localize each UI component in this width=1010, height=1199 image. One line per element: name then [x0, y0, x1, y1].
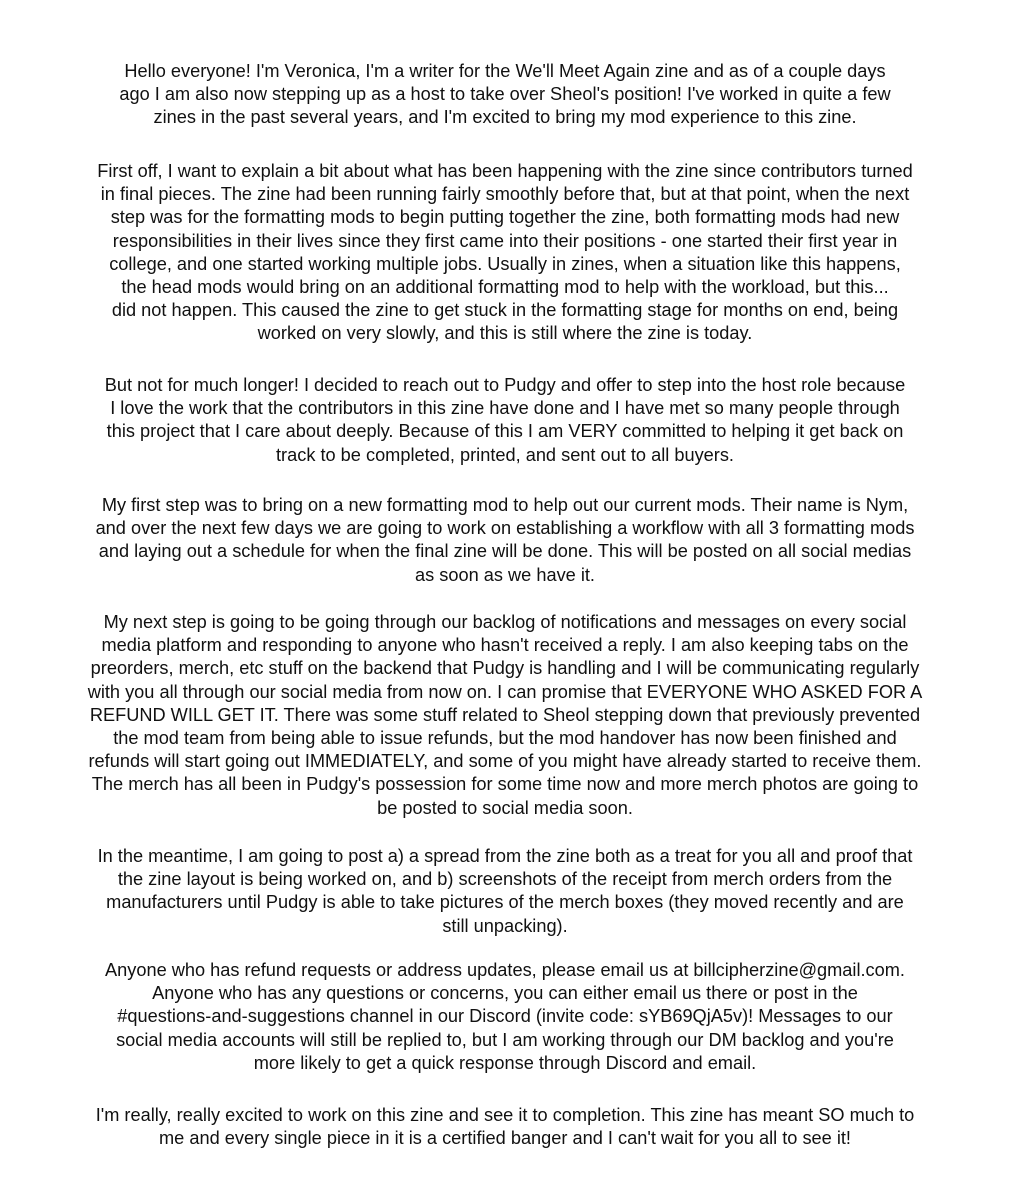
text-line: Anyone who has refund requests or address updates, please email us at billcipherzine@gmail.com. — [105, 960, 905, 980]
text-line: in final pieces. The zine had been running fairly smoothly before that, but at that point, when the next — [100, 184, 910, 205]
text-line: as soon as we have it. — [415, 564, 595, 585]
paragraph-next-step — [40, 611, 970, 820]
paragraph-first-step — [40, 494, 970, 587]
text-line: My next step is going to be going through our backlog of notifications and messages on every social — [103, 612, 907, 632]
text-line: still unpacking). — [442, 915, 568, 936]
paragraph-introduction — [40, 60, 970, 130]
text-line: track to be completed, printed, and sent out to all buyers. — [276, 444, 734, 465]
text-line: step was for the formatting mods to begin putting together the zine, both formatting mods had new — [110, 207, 900, 228]
text-line: with you all through our social media from now on. I can promise that EVERYONE WHO ASKED FOR A — [87, 681, 923, 702]
paragraph-host-role — [40, 374, 970, 467]
text-line: more likely to get a quick response through Discord and email. — [253, 1052, 757, 1073]
text-line: I'm really, really excited to work on this zine and see it to completion. This zine has meant SO much to — [95, 1105, 915, 1125]
text-line: be posted to social media soon. — [377, 797, 633, 818]
text-line: REFUND WILL GET IT. There was some stuff related to Sheol stepping down that previously prevented — [89, 704, 921, 725]
text-line: the zine layout is being worked on, and b) screenshots of the receipt from merch orders from the — [117, 869, 893, 890]
text-line: But not for much longer! I decided to reach out to Pudgy and offer to step into the host role because — [104, 375, 906, 395]
text-line: refunds will start going out IMMEDIATELY, and some of you might have already started to receive them. — [88, 751, 922, 772]
text-line: #questions-and-suggestions channel in our Discord (invite code: sYB69QjA5v)! Messages to our — [117, 1006, 893, 1027]
text-line: First off, I want to explain a bit about what has been happening with the zine since contributors turned — [97, 161, 913, 181]
text-line: In the meantime, I am going to post a) a spread from the zine both as a treat for you all and proof that — [97, 846, 913, 866]
text-line: The merch has all been in Pudgy's possession for some time now and more merch photos are going to — [91, 774, 919, 795]
text-line: media platform and responding to anyone who hasn't received a reply. I am also keeping tabs on the — [101, 635, 909, 656]
paragraph-contact — [40, 959, 970, 1075]
text-line: Hello everyone! I'm Veronica, I'm a writer for the We'll Meet Again zine and as of a couple days — [124, 61, 886, 81]
text-line: this project that I care about deeply. Because of this I am VERY committed to helping it get back on — [106, 421, 904, 442]
text-line: and over the next few days we are going to work on establishing a workflow with all 3 formatting mods — [95, 518, 915, 539]
text-line: Anyone who has any questions or concerns, you can either email us there or post in the — [152, 983, 858, 1004]
text-line: the head mods would bring on an additional formatting mod to help with the workload, but this... — [121, 277, 889, 298]
text-line: My first step was to bring on a new formatting mod to help out our current mods. Their name is Nym, — [101, 495, 909, 515]
text-line: and laying out a schedule for when the final zine will be done. This will be posted on all social medias — [98, 541, 912, 562]
text-line: I love the work that the contributors in this zine have done and I have met so many people through — [110, 398, 900, 419]
text-line: college, and one started working multiple jobs. Usually in zines, when a situation like this happens, — [109, 253, 901, 274]
text-line: did not happen. This caused the zine to get stuck in the formatting stage for months on end, being — [111, 300, 899, 321]
text-line: zines in the past several years, and I'm excited to bring my mod experience to this zine. — [153, 107, 857, 128]
paragraph-background — [40, 160, 970, 346]
paragraph-closing — [40, 1104, 970, 1150]
text-line: manufacturers until Pudgy is able to take pictures of the merch boxes (they moved recently and are — [106, 892, 904, 913]
text-line: ago I am also now stepping up as a host to take over Sheol's position! I've worked in quite a few — [119, 84, 891, 105]
text-line: me and every single piece in it is a certified banger and I can't wait for you all to see it! — [159, 1128, 851, 1149]
text-line: worked on very slowly, and this is still where the zine is today. — [257, 323, 753, 344]
text-line: the mod team from being able to issue refunds, but the mod handover has now been finished and — [113, 728, 897, 749]
paragraph-meantime — [40, 845, 970, 938]
text-line: preorders, merch, etc stuff on the backend that Pudgy is handling and I will be communicating regularly — [90, 658, 920, 679]
text-line: responsibilities in their lives since they first came into their positions - one started their first year in — [112, 230, 898, 251]
text-line: social media accounts will still be replied to, but I am working through our DM backlog and you're — [116, 1029, 894, 1050]
